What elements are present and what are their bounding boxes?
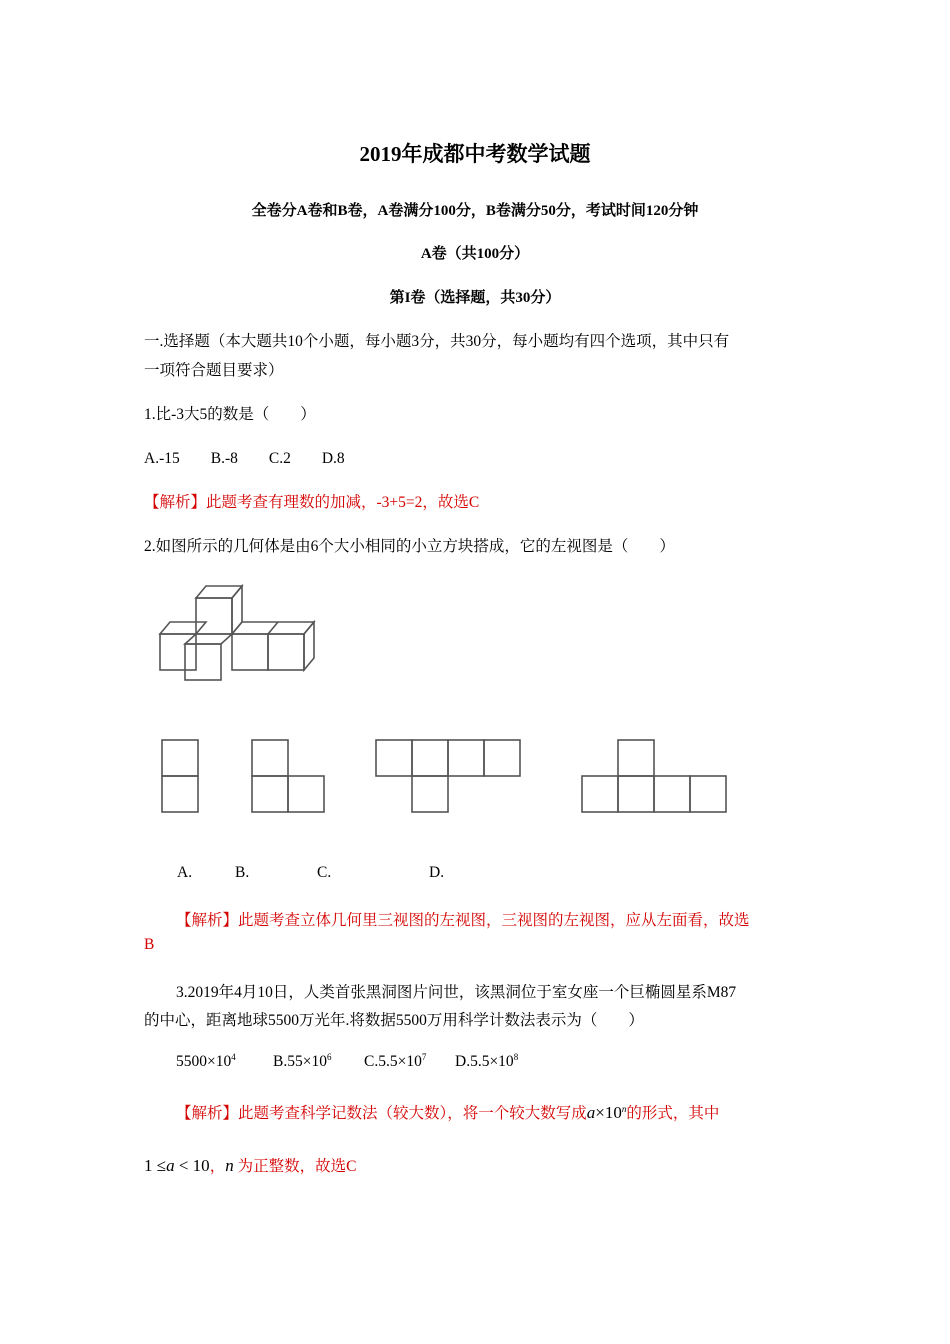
q2-label-a: A. (177, 864, 193, 881)
instructions-line-1: 一.选择题（本大题共10个小题，每小题3分，共30分，每小题均有四个选项，其中只有 (144, 333, 730, 350)
q3-option-c: $C.5.5\times 10^7$ (364, 1052, 427, 1070)
q1-analysis: 【解析】此题考查有理数的加减，-3+5=2，故选C (144, 494, 480, 511)
q3-stem-line-1: 3.2019年4月10日，人类首张黑洞图片问世，该黑洞位于室女座一个巨椭圆星系M87 (176, 984, 737, 1001)
q2-stem: 2.如图所示的几何体是由6个大小相同的小立方块搭成，它的左视图是（ ） (144, 538, 675, 555)
q3-analysis-line-1: 【解析】此题考查科学记数法（较大数），将一个较大数写成$a\times 10^n$的形式，其中 (176, 1103, 720, 1122)
q3-option-a: $5500\times 10^4$ (176, 1052, 236, 1070)
q2-option-b-figure (250, 738, 330, 816)
page-title: 2019年成都中考数学试题 (359, 142, 591, 166)
q1-stem: 1.比-3大5的数是（ ） (144, 406, 316, 423)
section-a-heading: A卷（共100分） (420, 246, 530, 262)
q2-label-b: B. (235, 864, 250, 881)
q3-analysis-line-2: 1 ≤a < 10，n 为正整数，故选C (144, 1156, 357, 1175)
part-1-heading: 第I卷（选择题，共30分） (389, 290, 561, 306)
q3-stem-line-2: 的中心，距离地球5500万光年.将数据5500万用科学计数法表示为（ ） (144, 1012, 644, 1029)
q1-options: A.-15 B.-8 C.2 D.8 (144, 450, 345, 467)
q2-analysis-line-2: B (144, 936, 155, 953)
q3-option-d: $D.5.5\times 10^8$ (455, 1052, 519, 1070)
q3-option-b: $B.55\times 10^6$ (273, 1052, 332, 1070)
q2-option-d-figure (580, 738, 730, 816)
q2-option-c-figure (374, 738, 524, 816)
instructions-line-2: 一项符合题目要求） (144, 362, 284, 379)
q2-label-c: C. (317, 864, 332, 881)
q2-label-d: D. (429, 864, 445, 881)
q2-option-a-figure (160, 738, 202, 816)
q2-solid-figure (150, 580, 330, 685)
q2-analysis-line-1: 【解析】此题考查立体几何里三视图的左视图，三视图的左视图，应从左面看，故选 (176, 912, 750, 929)
exam-intro: 全卷分A卷和B卷，A卷满分100分，B卷满分50分，考试时间120分钟 (251, 203, 699, 219)
